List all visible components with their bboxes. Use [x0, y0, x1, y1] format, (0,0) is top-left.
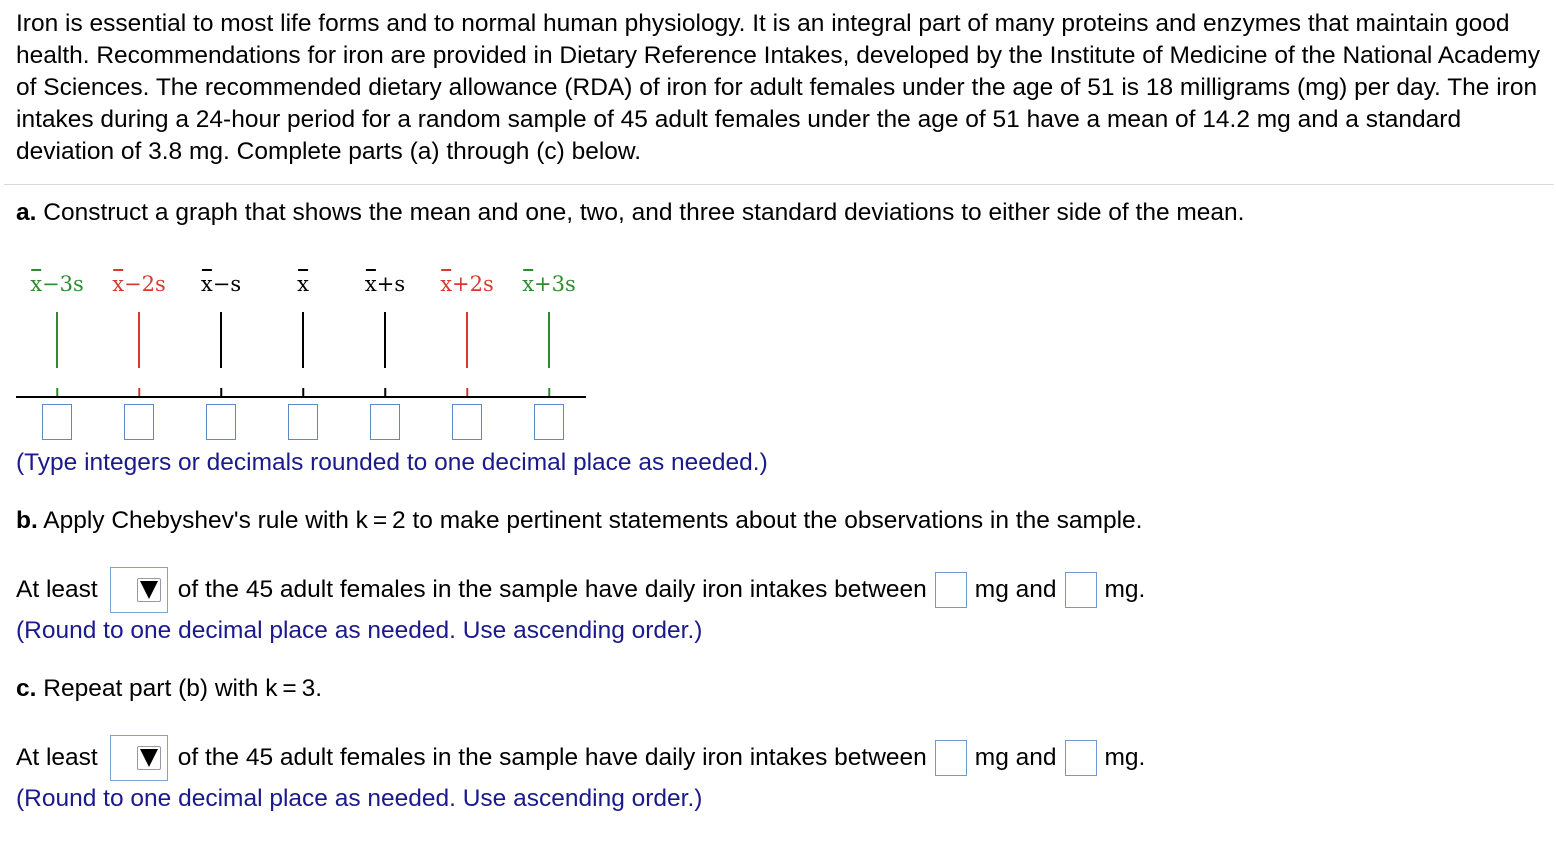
part-b-lower-input[interactable] [935, 572, 967, 608]
marker-value-input[interactable] [42, 404, 72, 440]
marker-value-input[interactable] [534, 404, 564, 440]
divider [4, 184, 1554, 185]
part-c-at-least: At least [16, 744, 98, 771]
part-c-letter: c. [16, 675, 37, 702]
part-c-mg-end: mg. [1104, 744, 1146, 771]
part-c-mg-and: mg and [974, 744, 1057, 771]
part-c-middle-text: of the 45 adult females in the sample have daily iron intakes between [177, 744, 927, 771]
part-b-hint: (Round to one decimal place as needed. Use ascending order.) [16, 617, 703, 644]
axis-tick [302, 388, 304, 396]
part-c-question [16, 674, 322, 704]
marker-value-input[interactable] [452, 404, 482, 440]
axis-tick [138, 388, 140, 396]
part-b-at-least: At least [16, 576, 98, 603]
axis-tick [466, 388, 468, 396]
marker-label: x+s [364, 272, 406, 296]
marker-line [220, 312, 222, 368]
marker-line [56, 312, 58, 368]
marker-label: x [297, 272, 309, 296]
part-b-answer-row [16, 566, 1145, 614]
number-line-axis [16, 396, 586, 398]
part-a-question [16, 198, 1245, 228]
axis-tick [56, 388, 58, 396]
part-c-percent-dropdown[interactable] [110, 735, 168, 781]
marker-line [548, 312, 550, 368]
part-b-upper-input[interactable] [1065, 572, 1097, 608]
axis-tick [384, 388, 386, 396]
part-b-percent-dropdown[interactable] [110, 567, 168, 613]
part-a-letter: a. [16, 199, 37, 226]
axis-tick [220, 388, 222, 396]
marker-value-input[interactable] [206, 404, 236, 440]
part-b-mg-end: mg. [1104, 576, 1146, 603]
marker-label: x+2s [440, 272, 494, 296]
marker-value-input[interactable] [370, 404, 400, 440]
part-b-text: Apply Chebyshev's rule with k = 2 to make pertinent statements about the observations in the sample. [37, 507, 1143, 534]
part-b-middle-text: of the 45 adult females in the sample have daily iron intakes between [177, 576, 927, 603]
part-c-answer-row [16, 734, 1145, 782]
dropdown-arrow-icon [137, 746, 161, 770]
marker-line [466, 312, 468, 368]
part-b-letter: b. [16, 507, 38, 534]
problem-statement: Iron is essential to most life forms and to normal human physiology. It is an integral part of many proteins and enzymes that maintain good health. Recommendations for iron are provided in Dietary Reference Intakes, developed by the Institute of Medicine of the National Academy of Sciences. The recommended dietary allowance (RDA) of iron for adult females under the age of 51 is 18 milligrams (mg) per day. The iron intakes during a 24-hour period for a random sample of 45 adult females under the age of 51 have a mean of 14.2 mg and a standard deviation of 3.8 mg. Complete parts (a) through (c) below. [16, 10, 1540, 165]
part-c-upper-input[interactable] [1065, 740, 1097, 776]
marker-label: x−2s [112, 272, 166, 296]
marker-label: x−s [200, 272, 242, 296]
part-a-text: Construct a graph that shows the mean and one, two, and three standard deviations to either side of the mean. [36, 199, 1245, 226]
part-c-text: Repeat part (b) with k = 3. [36, 675, 323, 702]
part-a-hint: (Type integers or decimals rounded to one decimal place as needed.) [16, 449, 768, 476]
std-dev-graph [0, 260, 600, 450]
dropdown-arrow-icon [137, 578, 161, 602]
part-c-hint: (Round to one decimal place as needed. Use ascending order.) [16, 785, 703, 812]
marker-label: x−3s [30, 272, 84, 296]
marker-value-input[interactable] [124, 404, 154, 440]
marker-line [138, 312, 140, 368]
marker-value-input[interactable] [288, 404, 318, 440]
axis-tick [548, 388, 550, 396]
part-b-mg-and: mg and [974, 576, 1057, 603]
marker-label: x+3s [522, 272, 576, 296]
part-b-question [16, 506, 1142, 536]
marker-line [384, 312, 386, 368]
marker-line [302, 312, 304, 368]
part-c-lower-input[interactable] [935, 740, 967, 776]
